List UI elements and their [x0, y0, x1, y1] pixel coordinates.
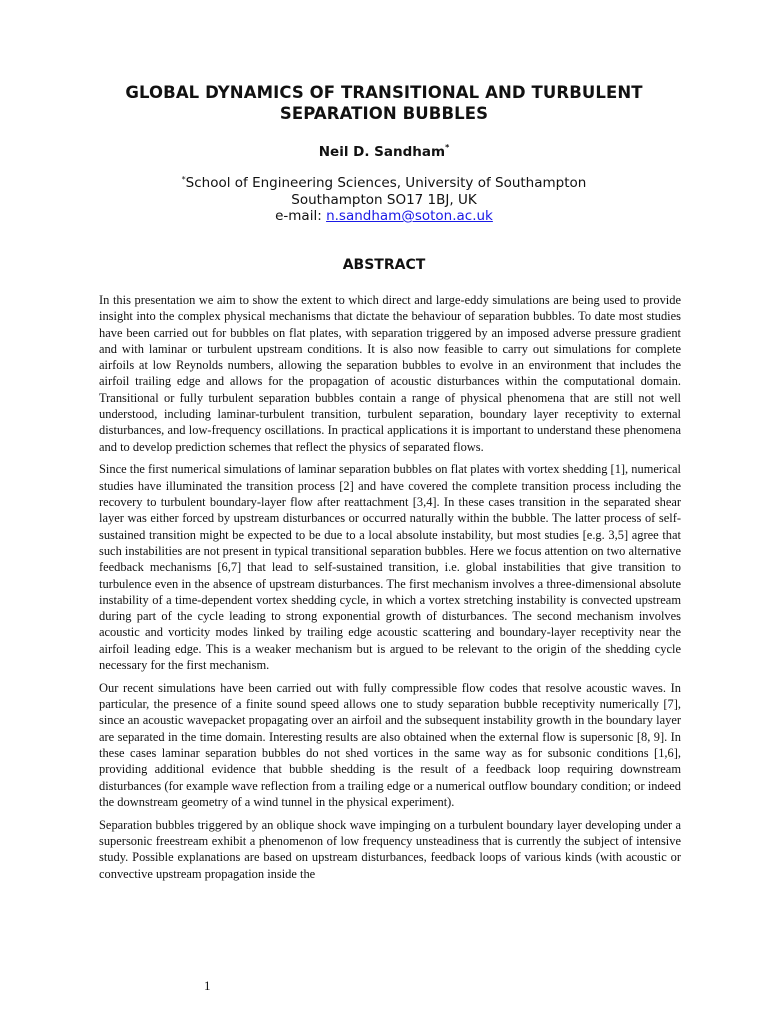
email-label: e-mail:	[275, 208, 327, 224]
abstract-body	[99, 292, 681, 888]
page-number: 1	[204, 978, 211, 993]
affiliation-line-2: Southampton SO17 1BJ, UK	[291, 191, 477, 208]
author-name: Neil D. Sandham	[318, 144, 446, 160]
affiliation-line-1: *School of Engineering Sciences, University of Southampton	[181, 175, 587, 191]
affiliation-mark: *	[181, 175, 186, 184]
affiliation	[0, 172, 768, 225]
email-link[interactable]: n.sandham@soton.ac.uk	[326, 208, 493, 224]
author-footnote-mark: *	[445, 143, 450, 152]
author	[0, 143, 768, 160]
paragraph: Since the first numerical simulations of laminar separation bubbles on flat plates with vortex shedding [1], numerical studies have illuminated the transition process [2] and have covered the complete transition process including the recovery to turbulent boundary-layer flow after reattachment [3,4]. In these cases transition in the separated shear layer was either forced by upstream disturbances or occurred naturally within the bubble. The latter process of self-sustained transition might be expected to be due to a local absolute instability, but most studies [e.g. 3,5] agree that such instabilities are not present in typical transitional separation bubbles. Here we focus attention on two alternative feedback mechanisms [6,7] that lead to self-sustained transition, i.e. global instabilities that give transition to turbulence even in the absence of upstream disturbances. The first mechanism involves a three-dimensional absolute instability of a time-dependent vortex shedding cycle, in which a vortex stretching instability is convected upstream during part of the cycle leading to strong exponential growth of disturbances. The second mechanism involves acoustic and vorticity modes linked by trailing edge acoustic scattering and boundary-layer receptivity near the airfoil leading edge. This is a weaker mechanism but is argued to be relevant to the origin of the shedding cycle necessary for the first mechanism.	[99, 462, 681, 673]
title-line-1: GLOBAL DYNAMICS OF TRANSITIONAL AND TURBULENT	[125, 83, 643, 102]
email-line	[0, 208, 768, 225]
paragraph: Our recent simulations have been carried out with fully compressible flow codes that resolve acoustic waves. In particular, the presence of a finite sound speed allows one to study separation bubble receptivity numerically [7], since an acoustic wavepacket propagating over an airfoil and the subsequent instability growth in the boundary layer are separated in the time domain. Interesting results are also obtained when the external flow is supersonic [8, 9]. In these cases laminar separation bubbles do not shed vortices in the same way as for subsonic conditions [1,6], providing additional evidence that bubble shedding is the result of a feedback loop requiring downstream disturbances (for example wave reflection from a trailing edge or a numerical outflow boundary condition; or indeed the downstream geometry of a wind tunnel in the physical experiment).	[99, 680, 681, 809]
title-line-2: SEPARATION BUBBLES	[279, 104, 489, 123]
paragraph: Separation bubbles triggered by an oblique shock wave impinging on a turbulent boundary layer developing under a supersonic freestream exhibit a phenomenon of low frequency unsteadiness that is currently the subject of intensive study. Possible explanations are based on upstream disturbances, feedback loops of various kinds (with acoustic or convective upstream propagation inside the	[99, 817, 681, 881]
paragraph: In this presentation we aim to show the extent to which direct and large-eddy simulations are being used to provide insight into the complex physical mechanisms that dictate the behaviour of separation bubbles. To date most studies have been carried out for bubbles on flat plates, with separation triggered by an imposed adverse pressure gradient and with laminar or turbulent upstream conditions. It is also now feasible to carry out simulations for complete airfoils at low Reynolds numbers, allowing the separation bubbles to evolve in an environment that includes the airfoil trailing edge and allows for the propagation of acoustic disturbances within the computational domain. Transitional or fully turbulent separation bubbles contain a range of physical phenomena that are still not well understood, including laminar-turbulent transition, turbulent separation, boundary layer receptivity to external disturbances, and low-frequency oscillations. In practical applications it is important to understand these phenomena and to develop prediction schemes that reflect the physics of separated flows.	[99, 293, 681, 454]
abstract-heading: ABSTRACT	[342, 257, 426, 273]
paper-title	[60, 82, 708, 124]
